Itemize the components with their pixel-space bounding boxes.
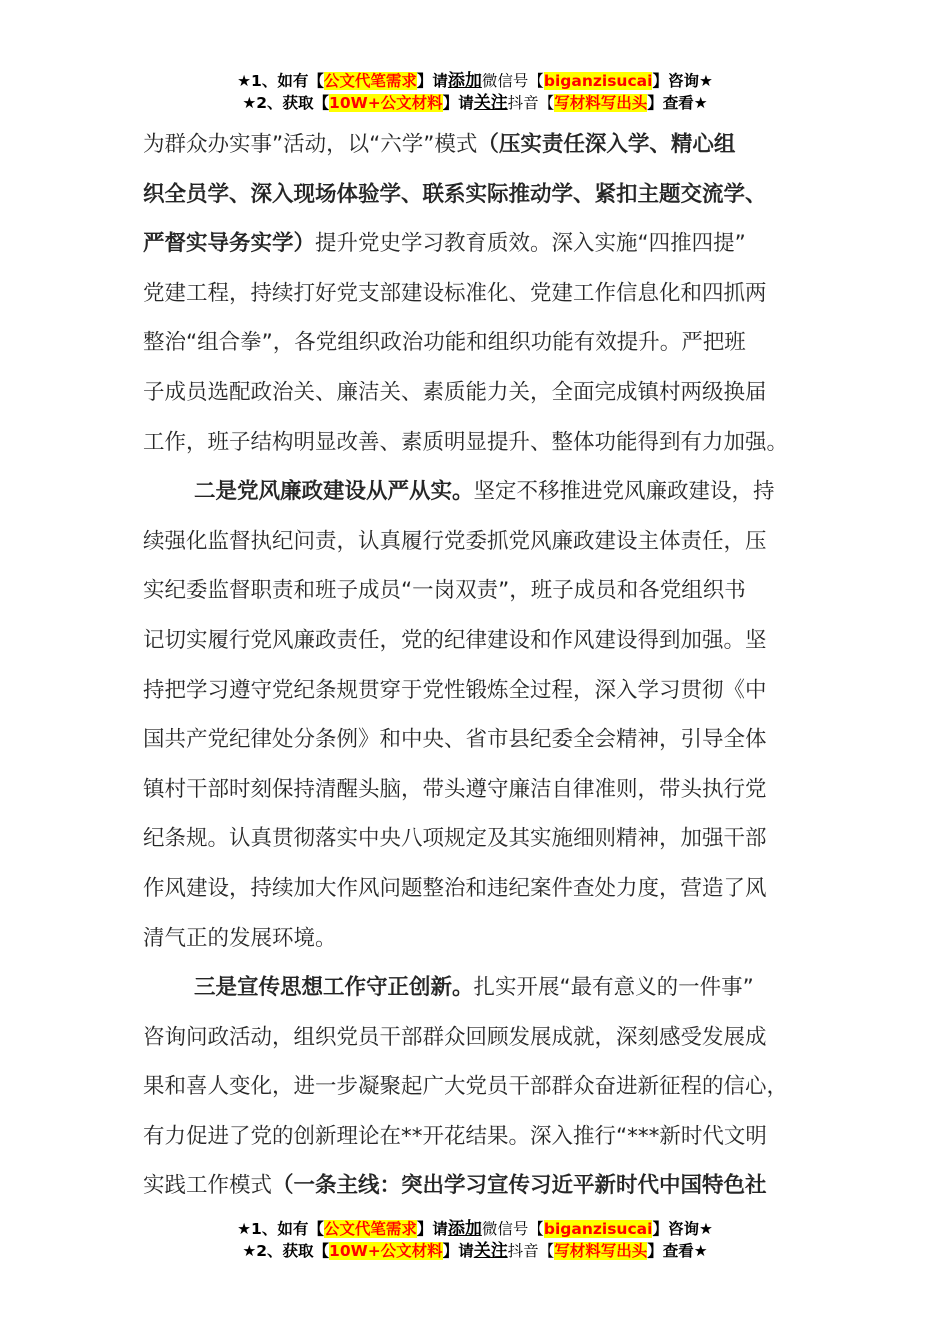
text: 提升党史学习教育质效。深入实施“四推四提” <box>315 231 746 257</box>
bold-text: 织全员学、深入现场体验学、联系实际推动学、紧扣主题交流学、 <box>143 181 767 207</box>
text-line <box>143 120 823 170</box>
text-line: 党建工程，持续打好党支部建设标准化、党建工作信息化和四抓两 <box>143 280 767 306</box>
banner-text: 】请 <box>442 94 474 112</box>
star-icon: ★ <box>693 1242 708 1260</box>
star-icon: ★ <box>242 94 257 112</box>
banner-text: 】查看 <box>647 94 694 112</box>
text-line: 果和喜人变化，进一步凝聚起广大党员干部群众奋进新征程的信心， <box>143 1074 789 1100</box>
text-line <box>143 1161 823 1211</box>
text-line: 整治“组合拳”，各党组织政治功能和组织功能有效提升。严把班 <box>143 330 746 356</box>
text: 扎实开展“最有意义的一件事” <box>473 975 754 1001</box>
document-body <box>143 120 823 1211</box>
highlight-douyin-account: 写材料写出头 <box>554 1242 648 1260</box>
banner-text: 】咨询 <box>652 72 699 90</box>
banner-text: 2、获取【 <box>256 94 330 112</box>
highlight-wechat-id: biganzisucai <box>543 72 653 90</box>
text-line <box>143 170 823 220</box>
highlight-materials: 10W+公文材料 <box>329 94 443 112</box>
highlight-douyin-account: 写材料写出头 <box>554 94 648 112</box>
banner-text: 2、获取【 <box>256 1242 330 1260</box>
star-icon: ★ <box>237 72 252 90</box>
emphasis-follow: 关注 <box>473 1241 508 1261</box>
banner-text: 】咨询 <box>652 1220 699 1238</box>
banner-text: 抖音【 <box>507 94 555 112</box>
section-heading: 二是党风廉政建设从严从实。 <box>194 479 474 505</box>
banner-text: 】请 <box>416 1220 448 1238</box>
highlight-materials: 10W+公文材料 <box>329 1242 443 1260</box>
banner-line-2 <box>0 1240 950 1262</box>
banner-line-1 <box>0 1218 950 1240</box>
text: 坚定不移推进党风廉政建设，持 <box>473 479 775 505</box>
text-line <box>143 219 823 269</box>
header-banner-top <box>0 70 950 114</box>
text-line: 有力促进了党的创新理论在**开花结果。深入推行“***新时代文明 <box>143 1123 767 1149</box>
section-heading: 三是宣传思想工作守正创新。 <box>194 975 474 1001</box>
text: 为群众办实事”活动，以“六学”模式 <box>143 132 478 157</box>
text-line: 纪条规。认真贯彻落实中央八项规定及其实施细则精神，加强干部 <box>143 826 767 852</box>
emphasis-add: 添加 <box>447 71 482 91</box>
text-line: 记切实履行党风廉政责任，党的纪律建设和作风建设得到加强。坚 <box>143 627 767 653</box>
banner-text: 】查看 <box>647 1242 694 1260</box>
banner-text: 抖音【 <box>507 1242 555 1260</box>
emphasis-follow: 关注 <box>473 93 508 113</box>
text-line: 国共产党纪律处分条例》和中央、省市县纪委全会精神，引导全体 <box>143 727 767 753</box>
highlight-service: 公文代笔需求 <box>323 72 417 90</box>
banner-text: 微信号【 <box>481 72 544 90</box>
text-line: 实纪委监督职责和班子成员“一岗双责”，班子成员和各党组织书 <box>143 578 746 604</box>
star-icon: ★ <box>237 1220 252 1238</box>
header-banner-bottom <box>0 1218 950 1262</box>
banner-text: 1、如有【 <box>251 1220 324 1238</box>
text-line: 咨询问政活动，组织党员干部群众回顾发展成就，深刻感受发展成 <box>143 1024 767 1050</box>
banner-text: 】请 <box>442 1242 474 1260</box>
highlight-wechat-id: biganzisucai <box>543 1220 653 1238</box>
text-line: 作风建设，持续加大作风问题整治和违纪案件查处力度，营造了风 <box>143 875 767 901</box>
banner-text: 】请 <box>416 72 448 90</box>
section-heading-line <box>143 963 823 1013</box>
bold-text: （一条主线：突出学习宣传习近平新时代中国特色社 <box>272 1173 767 1199</box>
star-icon: ★ <box>698 72 713 90</box>
banner-line-2 <box>0 92 950 114</box>
section-heading-line <box>143 467 823 517</box>
star-icon: ★ <box>242 1242 257 1260</box>
text-line: 镇村干部时刻保持清醒头脑，带头遵守廉洁自律准则，带头执行党 <box>143 776 767 802</box>
highlight-service: 公文代笔需求 <box>323 1220 417 1238</box>
banner-text: 1、如有【 <box>251 72 324 90</box>
banner-text: 微信号【 <box>481 1220 544 1238</box>
text-line: 续强化监督执纪问责，认真履行党委抓党风廉政建设主体责任，压 <box>143 528 767 554</box>
star-icon: ★ <box>698 1220 713 1238</box>
banner-line-1 <box>0 70 950 92</box>
bold-text: （压实责任深入学、精心组 <box>477 132 736 157</box>
bold-text: 严督实导务实学） <box>143 231 316 257</box>
text: 实践工作模式 <box>143 1173 273 1199</box>
star-icon: ★ <box>693 94 708 112</box>
emphasis-add: 添加 <box>447 1219 482 1239</box>
text-line: 持把学习遵守党纪条规贯穿于党性锻炼全过程，深入学习贯彻《中 <box>143 677 767 703</box>
text-line: 子成员选配政治关、廉洁关、素质能力关，全面完成镇村两级换届 <box>143 379 767 405</box>
text-line: 清气正的发展环境。 <box>143 925 337 951</box>
text-line: 工作，班子结构明显改善、素质明显提升、整体功能得到有力加强。 <box>143 429 789 455</box>
